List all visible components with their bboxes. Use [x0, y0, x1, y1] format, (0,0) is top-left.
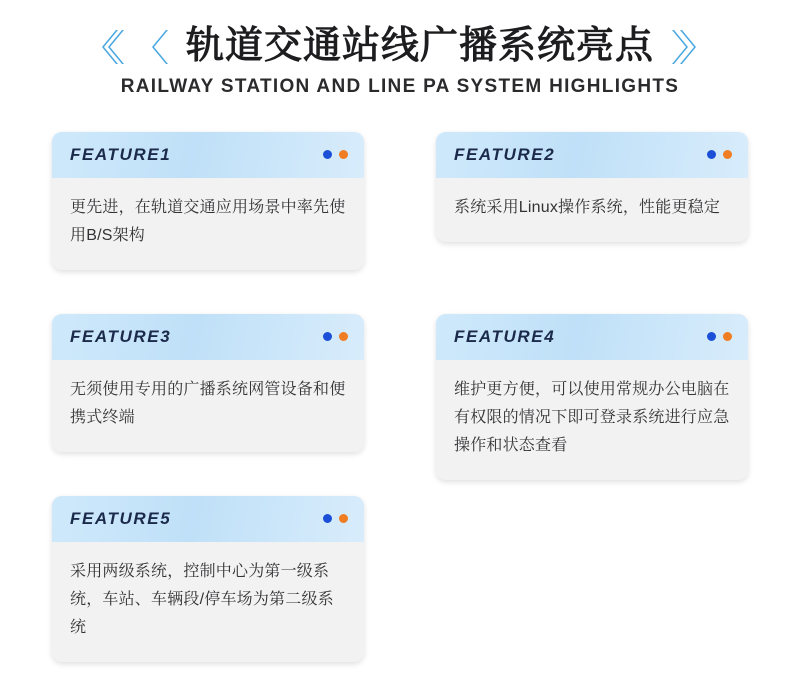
title-row	[0, 26, 800, 68]
card-body-text: 维护更方便，可以使用常规办公电脑在有权限的情况下即可登录系统进行应急操作和状态查看	[436, 360, 748, 480]
feature-card	[52, 496, 364, 662]
card-dots	[323, 150, 348, 159]
page-title-en: RAILWAY STATION AND LINE PA SYSTEM HIGHLIGHTS	[120, 75, 680, 97]
blue-dot-icon	[707, 332, 716, 341]
page-header	[0, 0, 800, 98]
blue-dot-icon	[323, 150, 332, 159]
double-chevron-right-icon	[672, 30, 698, 64]
card-label: FEATURE1	[70, 144, 172, 164]
card-dots	[323, 514, 348, 523]
card-label: FEATURE2	[454, 144, 556, 164]
double-chevron-left-icon-thick	[142, 30, 168, 64]
card-body-text: 系统采用Linux操作系统，性能更稳定	[436, 178, 748, 242]
feature-card	[52, 132, 364, 270]
feature-card	[436, 132, 748, 242]
card-header	[436, 314, 748, 360]
blue-dot-icon	[707, 150, 716, 159]
orange-dot-icon	[339, 332, 348, 341]
card-body-text: 采用两级系统，控制中心为第一级系统，车站、车辆段/停车场为第二级系统	[52, 542, 364, 662]
orange-dot-icon	[339, 150, 348, 159]
orange-dot-icon	[723, 150, 732, 159]
card-header	[52, 132, 364, 178]
card-label: FEATURE4	[454, 326, 556, 346]
card-label: FEATURE3	[70, 326, 172, 346]
card-body-text: 更先进，在轨道交通应用场景中率先使用B/S架构	[52, 178, 364, 270]
card-body-text: 无须使用专用的广播系统网管设备和便携式终端	[52, 360, 364, 452]
feature-card	[436, 314, 748, 480]
orange-dot-icon	[339, 514, 348, 523]
card-label: FEATURE5	[70, 508, 172, 528]
page-title-cn: 轨道交通站线广播系统亮点	[185, 25, 654, 67]
card-dots	[707, 332, 732, 341]
card-dots	[707, 150, 732, 159]
card-header	[436, 132, 748, 178]
card-header	[52, 496, 364, 542]
double-chevron-left-icon	[102, 30, 124, 64]
orange-dot-icon	[723, 332, 732, 341]
card-header	[52, 314, 364, 360]
blue-dot-icon	[323, 514, 332, 523]
blue-dot-icon	[323, 332, 332, 341]
feature-card	[52, 314, 364, 452]
card-dots	[323, 332, 348, 341]
feature-cards	[0, 126, 800, 666]
